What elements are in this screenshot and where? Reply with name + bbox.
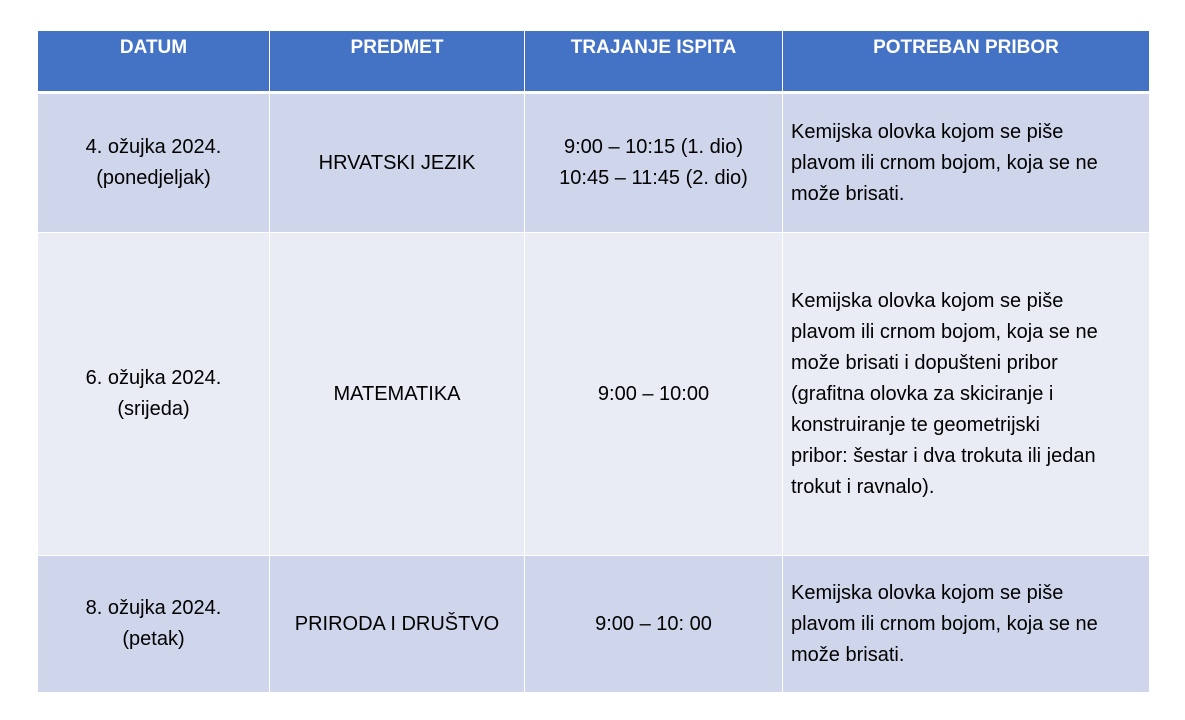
subject-cell: MATEMATIKA	[270, 233, 525, 556]
duration-cell	[525, 556, 783, 693]
equipment-line: Kemijska olovka kojom se piše	[791, 289, 1064, 312]
table-header	[38, 31, 1150, 93]
subject-cell: PRIRODA I DRUŠTVO	[270, 556, 525, 693]
header-equipment: POTREBAN PRIBOR	[783, 31, 1150, 93]
date-cell	[38, 233, 270, 556]
equipment-line: može brisati i dopušteni pribor	[791, 351, 1058, 374]
equipment-cell	[783, 556, 1150, 693]
equipment-line: Kemijska olovka kojom se piše	[791, 120, 1064, 143]
equipment-line: konstruiranje te geometrijski	[791, 413, 1040, 436]
equipment-line: može brisati.	[791, 643, 905, 666]
weekday-text: (srijeda)	[117, 398, 190, 420]
equipment-cell	[783, 233, 1150, 556]
table-body	[38, 93, 1150, 693]
exam-schedule-table	[37, 30, 1150, 693]
subject-cell: HRVATSKI JEZIK	[270, 93, 525, 233]
equipment-line: trokut i ravnalo).	[791, 475, 935, 498]
duration-cell	[525, 233, 783, 556]
date-text: 8. ožujka 2024.	[85, 597, 222, 619]
duration-part-2: 10:45 – 11:45 (2. dio)	[559, 167, 748, 189]
equipment-line: Kemijska olovka kojom se piše	[791, 581, 1064, 604]
equipment-cell	[783, 93, 1150, 233]
date-text: 6. ožujka 2024.	[85, 367, 222, 389]
table-row	[38, 233, 1150, 556]
equipment-line: pribor: šestar i dva trokuta ili jedan	[791, 444, 1096, 467]
header-duration: TRAJANJE ISPITA	[525, 31, 783, 93]
equipment-line: plavom ili crnom bojom, koja se ne	[791, 320, 1098, 343]
equipment-line: (grafitna olovka za skiciranje i	[791, 382, 1054, 405]
table-row	[38, 93, 1150, 233]
duration-part-1: 9:00 – 10:15 (1. dio)	[563, 136, 743, 158]
date-text: 4. ožujka 2024.	[85, 136, 222, 158]
header-date: DATUM	[38, 31, 270, 93]
table-row	[38, 556, 1150, 693]
weekday-text: (petak)	[122, 628, 185, 650]
header-row	[38, 31, 1150, 93]
date-cell	[38, 556, 270, 693]
equipment-line: plavom ili crnom bojom, koja se ne	[791, 612, 1098, 635]
duration-part-1: 9:00 – 10:00	[597, 382, 710, 405]
header-subject: PREDMET	[270, 31, 525, 93]
equipment-line: plavom ili crnom bojom, koja se ne	[791, 151, 1098, 174]
equipment-line: može brisati.	[791, 182, 905, 205]
date-cell	[38, 93, 270, 233]
duration-cell	[525, 93, 783, 233]
weekday-text: (ponedjeljak)	[96, 167, 211, 189]
duration-part-1: 9:00 – 10: 00	[595, 612, 712, 635]
